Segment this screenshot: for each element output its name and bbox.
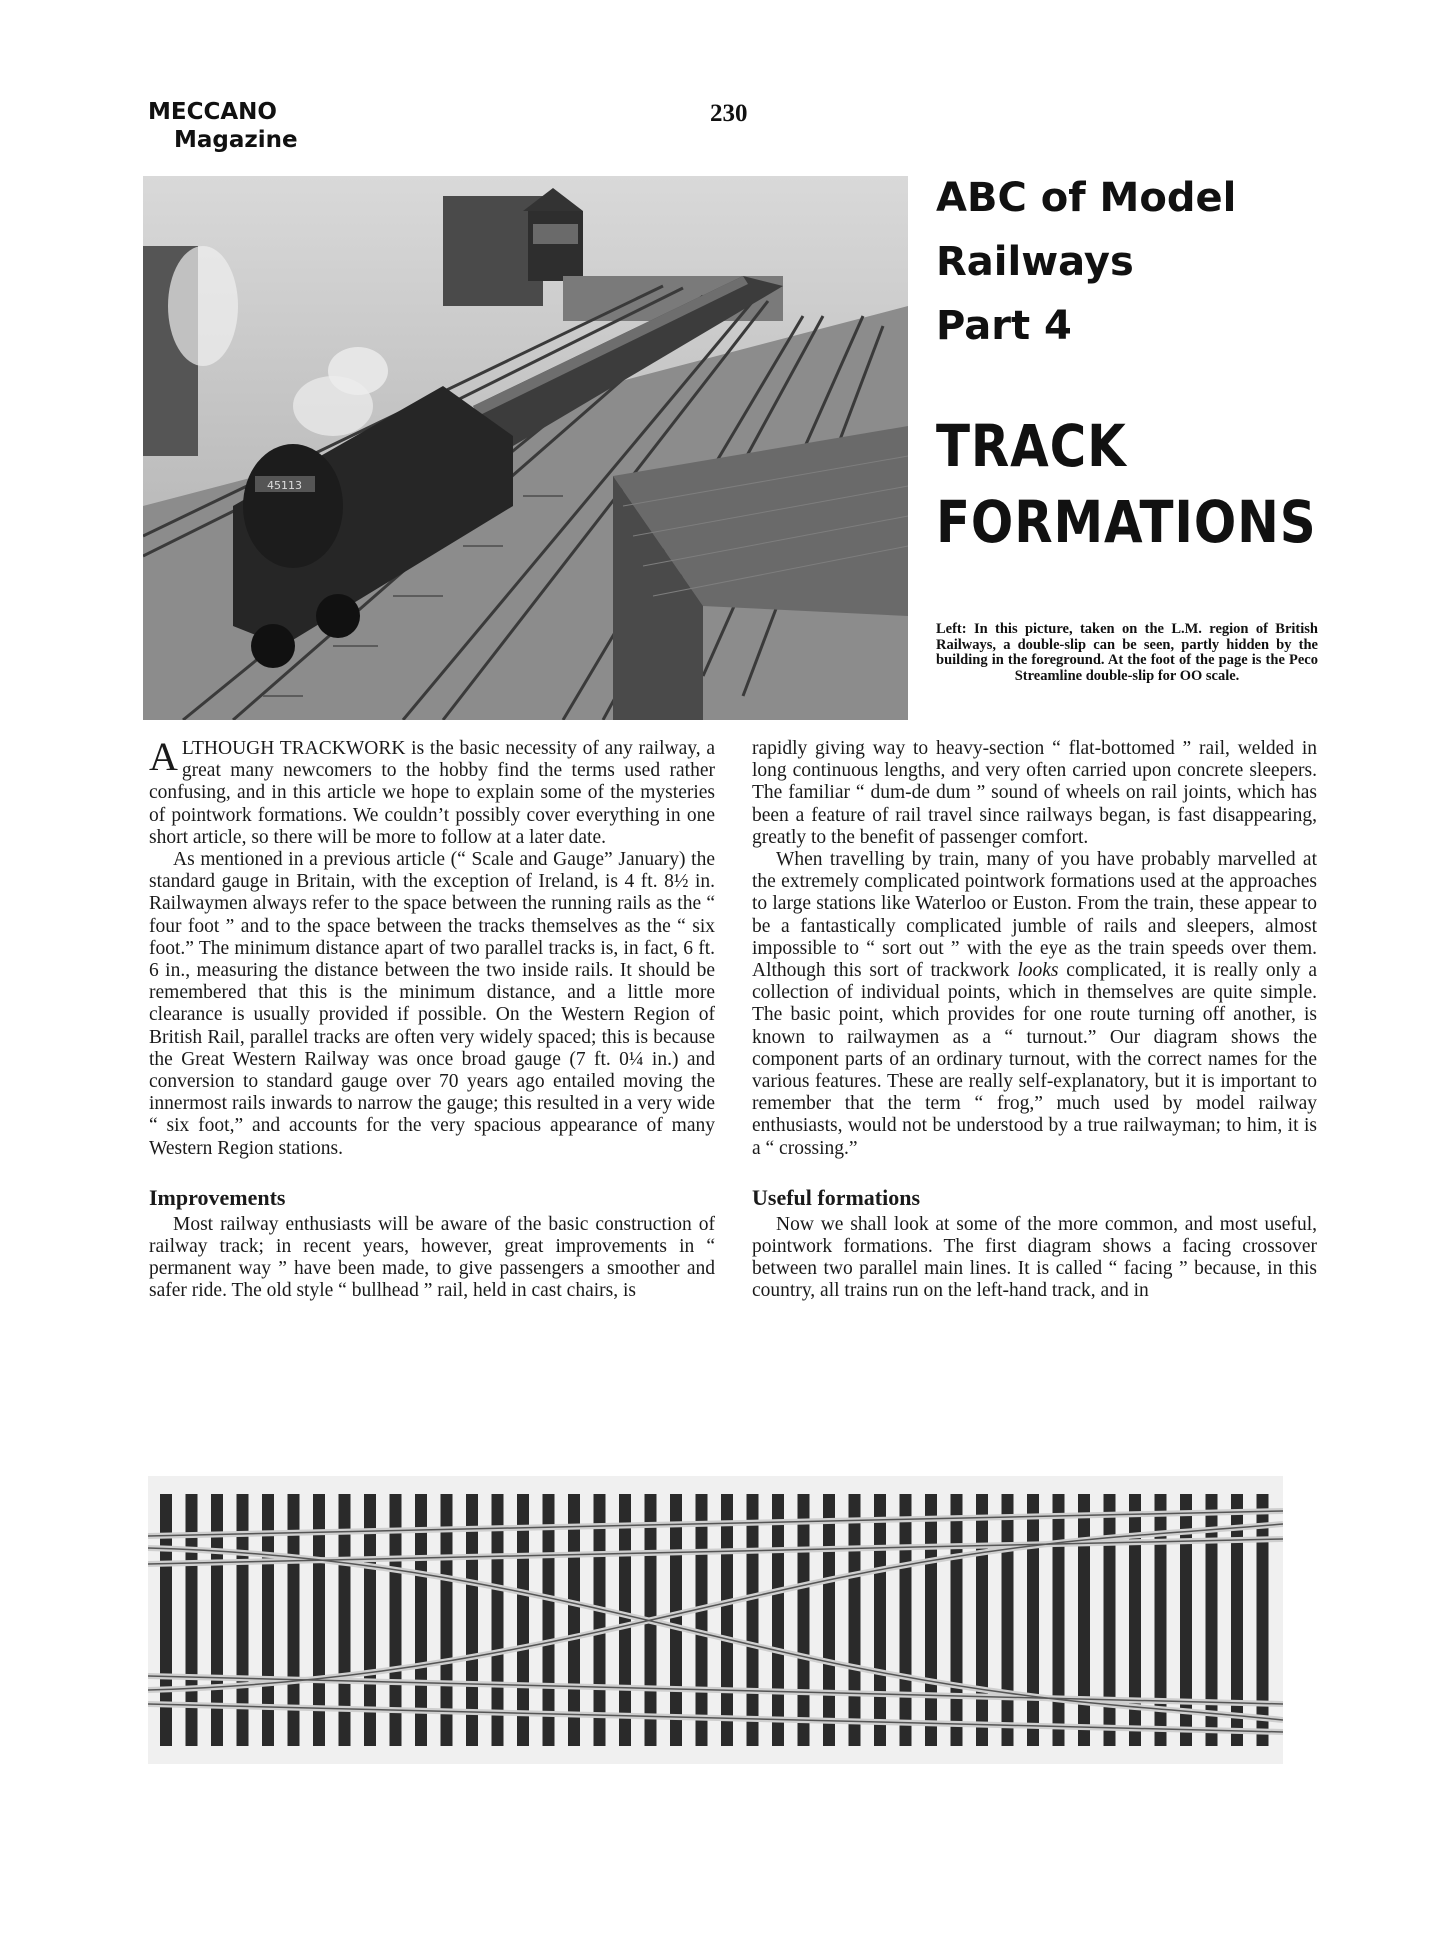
sleeper (1104, 1494, 1116, 1746)
sleeper (517, 1494, 529, 1746)
sleeper (594, 1494, 606, 1746)
paragraph-text: complicated, it is really only a collection of individual points, which in themselves are quite simple. The basic point, which provides for one route turning off another, is known to railwaymen as a “ turnout.” Our diagram shows the component parts of an ordinary turnout, with the correct names for the various features. These are really self-explanatory, but it is important to remember that the term “ frog,” much used by model railway enthusiasts, would not be understood by a true railwayman; to him, it is a “ crossing.” (752, 960, 1317, 1159)
series-title-line2: Railways (936, 239, 1134, 285)
sleeper (1053, 1494, 1065, 1746)
sleeper (492, 1494, 504, 1746)
sleeper (1231, 1494, 1243, 1746)
paragraph-text: LTHOUGH TRACKWORK is the basic necessity of any railway, a great many newcomers to the hobby find the terms used rather confusing, and in this article we hope to explain some of the mysteries of pointwork formations. We couldn’t possibly cover everything in one short article, so there will be more to follow at a later date. (149, 738, 715, 848)
photo-caption: Left: In this picture, taken on the L.M. region of British Railways, a double-slip can be seen, partly hidden by the building in the foreground. At the foot of the page is the Peco Streamline double-slip for OO scale. (936, 621, 1318, 684)
subheading-useful-formations: Useful formations (752, 1184, 921, 1210)
sleeper (976, 1494, 988, 1746)
railway-photo (143, 176, 908, 720)
sleeper (849, 1494, 861, 1746)
headline-line1: TRACK (936, 412, 1127, 480)
article-column-right (752, 738, 1317, 1303)
headline-line2: FORMATIONS (936, 488, 1317, 556)
sleeper (543, 1494, 555, 1746)
paragraph: Most railway enthusiasts will be aware of the basic construction of railway track; in recent years, however, great improvements in “ permanent way ” have been made, to give passengers a smoother and safer ride. The old style “ bullhead ” rail, held in cast chairs, is (149, 1213, 715, 1302)
article-title (936, 166, 1316, 560)
masthead-line-magazine: Magazine (174, 127, 298, 153)
sleeper (568, 1494, 580, 1746)
sleeper (1002, 1494, 1014, 1746)
headline (936, 408, 1317, 560)
sleeper (1027, 1494, 1039, 1746)
subheading-improvements: Improvements (149, 1184, 286, 1210)
series-title (936, 166, 1316, 358)
sleeper (925, 1494, 937, 1746)
sleeper (1078, 1494, 1090, 1746)
paragraph-text: When travelling by train, many of you have probably marvelled at the extremely complicated pointwork formations used at the approaches to large stations like Waterloo or Euston. From the train, these appear to be a fantastically complicated jumble of rails and sleepers, almost impossible to “ sort out ” with the eye as the train speeds over them. Although this sort of trackwork (752, 849, 1317, 982)
paragraph (149, 734, 715, 849)
sleeper (670, 1494, 682, 1746)
sleeper (1257, 1494, 1269, 1746)
emphasis-text: looks (1017, 960, 1059, 982)
paragraph: Now we shall look at some of the more common, and most useful, pointwork formations. The first diagram shows a facing crossover between two parallel main lines. It is called “ facing ” because, in this country, all trains run on the left-hand track, and in (752, 1213, 1317, 1302)
loco-number-plate: 45113 (267, 479, 302, 492)
sleeper (619, 1494, 631, 1746)
magazine-masthead (148, 98, 298, 154)
sleeper (772, 1494, 784, 1746)
series-title-line3: Part 4 (936, 303, 1072, 349)
drop-cap: A (149, 734, 178, 779)
sleeper (696, 1494, 708, 1746)
sleeper (186, 1494, 198, 1746)
sleeper (874, 1494, 886, 1746)
series-title-line1: ABC of Model (936, 175, 1237, 221)
double-slip-track-photo (148, 1476, 1283, 1764)
article-column-left (149, 734, 715, 1303)
paragraph (752, 849, 1317, 1160)
sleeper (951, 1494, 963, 1746)
page-number: 230 (710, 100, 748, 127)
paragraph: As mentioned in a previous article (“ Scale and Gauge” January) the standard gauge in Britain, with the exception of Ireland, is 4 ft. 8½ in. Railwaymen always refer to the space between the running rails as the “ four foot ” and to the space between the tracks themselves as the “ six foot.” The minimum distance apart of two parallel tracks is, in fact, 6 ft. 6 in., measuring the distance between the two inside rails. It should be remembered that this is the minimum distance, and a little more clearance is usually provided if possible. On the Western Region of British Rail, parallel tracks are often very widely spaced; this is because the Great Western Railway was once broad gauge (7 ft. 0¼ in.) and conversion to standard gauge over 70 years ago entailed moving the innermost rails inwards to narrow the gauge; this resulted in a very wide “ six foot,” and accounts for the very spacious appearance of many Western Region stations. (149, 849, 715, 1159)
sleeper (798, 1494, 810, 1746)
masthead-line-meccano: MECCANO (148, 99, 277, 125)
paragraph: rapidly giving way to heavy-section “ flat-bottomed ” rail, welded in long continuous lengths, and very often carried upon concrete sleepers. The familiar “ dum-de dum ” sound of wheels on rail joints, which has been a feature of rail travel since railways began, is fast disappearing, greatly to the benefit of passenger comfort. (752, 738, 1317, 848)
sleeper (823, 1494, 835, 1746)
sleeper (747, 1494, 759, 1746)
sleeper (160, 1494, 172, 1746)
sleeper (721, 1494, 733, 1746)
sleeper (900, 1494, 912, 1746)
